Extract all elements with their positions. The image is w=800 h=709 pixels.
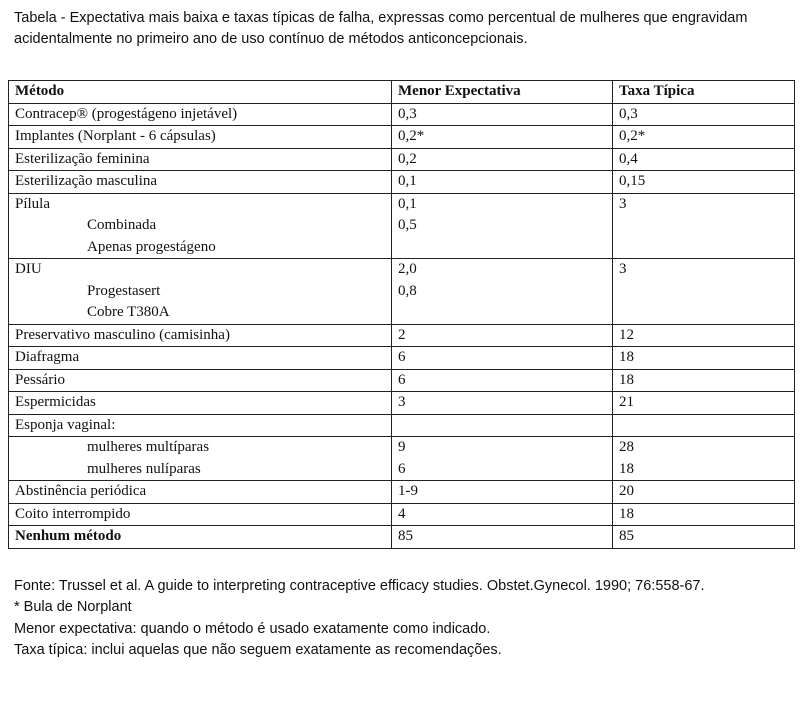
- cell-method-text: Pílula: [15, 195, 51, 212]
- cell-method: [9, 369, 392, 392]
- cell-typical-rate: [613, 126, 795, 149]
- cell-lowest-expectation: [392, 148, 613, 171]
- cell-typical-rate-text: 0,15: [619, 173, 646, 189]
- footnote-source: Fonte: Trussel et al. A guide to interpreting contraceptive efficacy studies. Obstet.Gynecol. 1990; 76:558-67.: [14, 578, 705, 594]
- cell-typical-rate: [613, 369, 795, 392]
- cell-lowest-expectation: [392, 171, 613, 194]
- cell-method: [9, 193, 392, 259]
- cell-method: [9, 437, 392, 481]
- sub-cell-lowest-expectation-text: 0,8: [398, 282, 417, 299]
- sub-cell-lowest-expectation-text: 2,0: [398, 261, 417, 277]
- contraceptive-failure-table: [8, 80, 795, 549]
- cell-method-text: Esterilização masculina: [15, 173, 158, 189]
- cell-typical-rate-text: 85: [619, 528, 634, 544]
- cell-lowest-expectation: [392, 392, 613, 415]
- cell-lowest-expectation: [392, 414, 613, 437]
- cell-typical-rate-text: 0,3: [619, 105, 638, 122]
- cell-typical-rate: [613, 392, 795, 415]
- cell-method-text: Esterilização feminina: [15, 150, 150, 167]
- sub-cell-lowest-expectation-text: 0,5: [398, 217, 417, 233]
- cell-typical-rate: [613, 526, 795, 549]
- cell-method-text: Abstinência periódica: [15, 483, 147, 499]
- cell-lowest-expectation-text: 6: [398, 371, 406, 388]
- cell-method-text: Coito interrompido: [15, 505, 131, 522]
- table-row: [9, 392, 795, 415]
- cell-method: [9, 126, 392, 149]
- cell-method-text: Diafragma: [15, 349, 80, 365]
- cell-typical-rate: [613, 347, 795, 370]
- cell-lowest-expectation: [392, 526, 613, 549]
- cell-lowest-expectation: [392, 126, 613, 149]
- cell-lowest-expectation-text: 6: [398, 349, 406, 365]
- cell-typical-rate-text: 20: [619, 483, 634, 499]
- table-row: [9, 259, 795, 325]
- cell-lowest-expectation: [392, 481, 613, 504]
- column-header-typical-rate: Taxa Típica: [613, 81, 795, 104]
- sub-cell-lowest-expectation-text: 6: [398, 460, 406, 477]
- cell-lowest-expectation-text: 2: [398, 326, 406, 343]
- cell-lowest-expectation: [392, 369, 613, 392]
- cell-typical-rate-text: 3: [619, 195, 627, 212]
- cell-lowest-expectation-text: 3: [398, 394, 406, 410]
- cell-method: [9, 347, 392, 370]
- cell-method: [9, 171, 392, 194]
- sub-cell-method-text: mulheres multíparas: [87, 439, 210, 455]
- cell-typical-rate: [613, 148, 795, 171]
- table-row: [9, 324, 795, 347]
- sub-cell-typical-rate-text: [619, 302, 788, 324]
- sub-cell-typical-rate-text: [619, 215, 788, 237]
- sub-cell-method-text: mulheres nulíparas: [87, 460, 201, 477]
- cell-typical-rate-text: 21: [619, 394, 634, 410]
- footnotes: [14, 576, 792, 661]
- cell-method-text: Preservativo masculino (camisinha): [15, 326, 230, 343]
- sub-cell-lowest-expectation-text: 9: [398, 439, 406, 455]
- sub-cell-typical-rate-text: [619, 281, 788, 303]
- cell-typical-rate: [613, 324, 795, 347]
- cell-typical-rate: [613, 259, 795, 325]
- cell-method-text: Esponja vaginal:: [15, 416, 116, 433]
- sub-cell-method-text: Progestasert: [87, 282, 161, 299]
- table-caption: Tabela - Expectativa mais baixa e taxas típicas de falha, expressas como percentual de mulheres que engravidam acidentalmente no primeiro ano de uso contínuo de métodos anticoncepcionais.: [14, 10, 748, 47]
- cell-typical-rate-text: 18: [619, 505, 634, 522]
- cell-lowest-expectation-text: 0,3: [398, 105, 417, 122]
- cell-typical-rate-text: 0,2*: [619, 128, 646, 144]
- cell-method-text: Implantes (Norplant - 6 cápsulas): [15, 128, 216, 144]
- cell-lowest-expectation-text: 0,2: [398, 150, 417, 167]
- cell-lowest-expectation: [392, 437, 613, 481]
- cell-lowest-expectation: [392, 259, 613, 325]
- footnote-norplant: * Bula de Norplant: [14, 599, 132, 616]
- cell-typical-rate: [613, 171, 795, 194]
- table-row: [9, 437, 795, 481]
- sub-cell-lowest-expectation-text: 0,1: [398, 195, 417, 212]
- cell-method: [9, 503, 392, 526]
- cell-lowest-expectation-text: 0,2*: [398, 128, 425, 144]
- table-row: [9, 503, 795, 526]
- cell-lowest-expectation: [392, 103, 613, 126]
- cell-method: [9, 392, 392, 415]
- cell-lowest-expectation-text: 0,1: [398, 173, 417, 189]
- cell-method: [9, 526, 392, 549]
- table-row: [9, 126, 795, 149]
- cell-typical-rate-text: 3: [619, 261, 627, 277]
- cell-typical-rate-text: 0,4: [619, 150, 638, 167]
- sub-cell-method-text: Cobre T380A: [87, 304, 170, 320]
- table-row: [9, 347, 795, 370]
- cell-typical-rate: [613, 414, 795, 437]
- cell-typical-rate-text: [619, 415, 788, 437]
- sub-cell-typical-rate-text: 28: [619, 439, 634, 455]
- sub-cell-method-text: Combinada: [87, 217, 157, 233]
- cell-method: [9, 481, 392, 504]
- column-header-lowest-expectation: Menor Expectativa: [392, 81, 613, 104]
- cell-lowest-expectation-text: 1-9: [398, 483, 418, 499]
- table-row: [9, 414, 795, 437]
- table-row: [9, 193, 795, 259]
- footnote-lowest-expectation: Menor expectativa: quando o método é usado exatamente como indicado.: [14, 620, 491, 637]
- cell-lowest-expectation: [392, 193, 613, 259]
- cell-method: [9, 324, 392, 347]
- cell-typical-rate-text: 18: [619, 371, 634, 388]
- cell-lowest-expectation: [392, 324, 613, 347]
- cell-typical-rate: [613, 503, 795, 526]
- cell-lowest-expectation: [392, 347, 613, 370]
- cell-lowest-expectation-text: 85: [398, 528, 413, 544]
- table-body: [9, 103, 795, 548]
- table-row: [9, 481, 795, 504]
- cell-method: [9, 414, 392, 437]
- table-row: [9, 369, 795, 392]
- sub-cell-typical-rate-text: 18: [619, 460, 634, 477]
- cell-method-text: Pessário: [15, 371, 65, 388]
- table-row: [9, 103, 795, 126]
- table-row: [9, 171, 795, 194]
- cell-typical-rate: [613, 103, 795, 126]
- sub-cell-method-text: Apenas progestágeno: [87, 238, 216, 255]
- cell-typical-rate: [613, 193, 795, 259]
- cell-method: [9, 259, 392, 325]
- table-header-row: [9, 81, 795, 104]
- cell-typical-rate: [613, 437, 795, 481]
- cell-method: [9, 148, 392, 171]
- cell-typical-rate-text: 12: [619, 326, 634, 343]
- cell-typical-rate: [613, 481, 795, 504]
- sub-cell-typical-rate-text: [619, 237, 788, 259]
- cell-method-text: Contracep® (progestágeno injetável): [15, 105, 238, 122]
- table-row: [9, 526, 795, 549]
- table-row: [9, 148, 795, 171]
- cell-lowest-expectation-text: 4: [398, 505, 406, 522]
- footnote-typical-rate: Taxa típica: inclui aquelas que não seguem exatamente as recomendações.: [14, 641, 502, 658]
- cell-method-text: Espermicidas: [15, 394, 96, 410]
- cell-method-text: Nenhum método: [15, 528, 122, 544]
- column-header-method: Método: [9, 81, 392, 104]
- cell-lowest-expectation-text: [398, 415, 606, 437]
- cell-method-text: DIU: [15, 261, 42, 277]
- cell-lowest-expectation: [392, 503, 613, 526]
- cell-method: [9, 103, 392, 126]
- cell-typical-rate-text: 18: [619, 349, 634, 365]
